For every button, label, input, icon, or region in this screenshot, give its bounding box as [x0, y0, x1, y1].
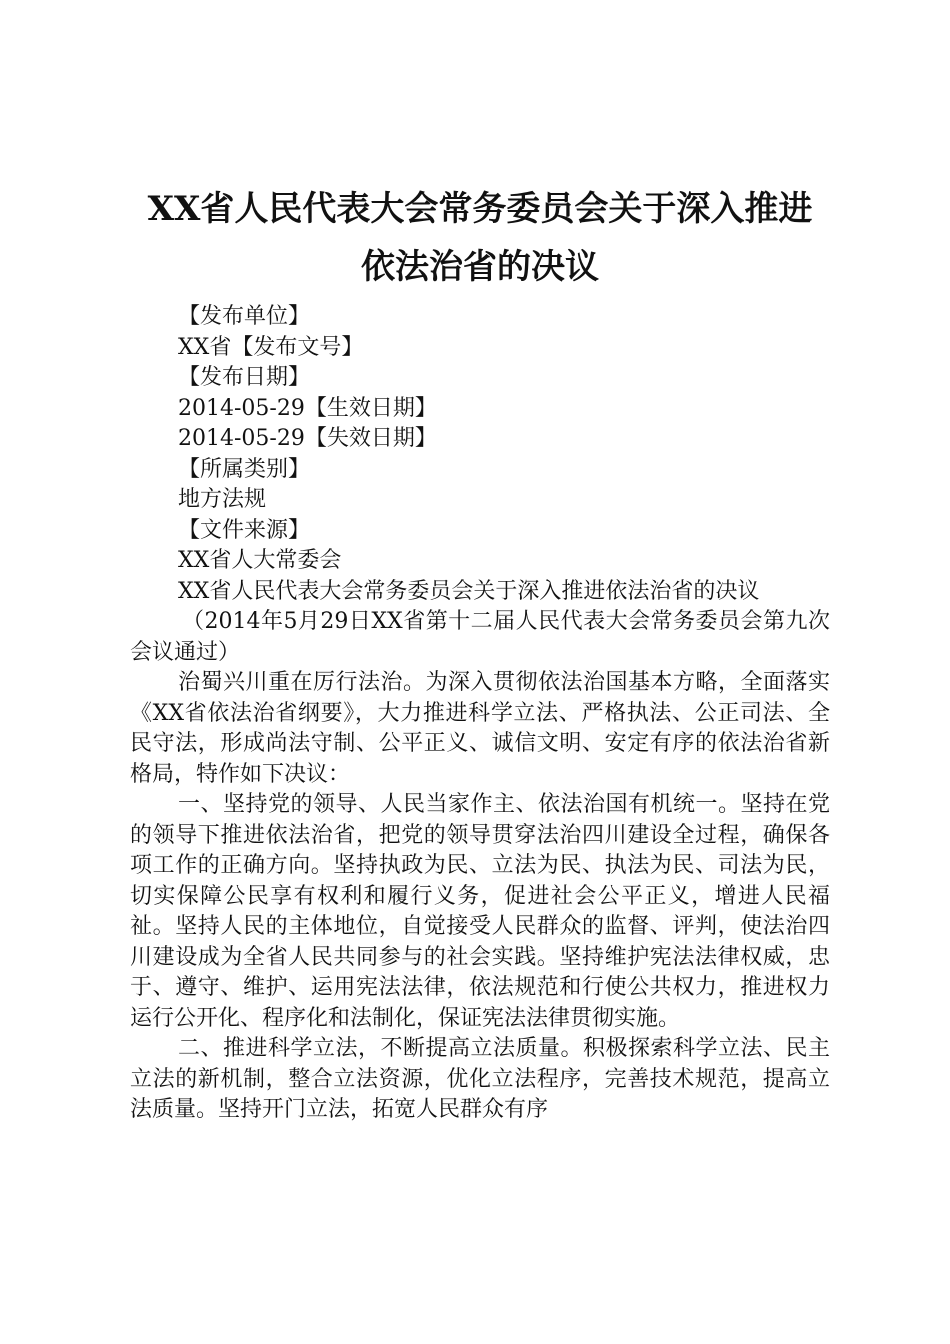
meta-category-label: 【所属类别】 — [178, 456, 311, 482]
meta-source-label: 【文件来源】 — [178, 517, 311, 543]
document-title — [130, 180, 830, 296]
section-two-paragraph: 二、推进科学立法，不断提高立法质量。积极探索科学立法、民主立法的新机制，整合立法资源，优化立法程序，完善技术规范，提高立法质量。坚持开门立法，拓宽人民群众有序 — [130, 1036, 830, 1122]
document-body — [130, 577, 830, 1126]
adoption-note-paragraph: （2014年5月29日XX省第十二届人民代表大会常务委员会第九次会议通过） — [130, 609, 830, 665]
document-metadata — [130, 302, 830, 577]
meta-doc-number-label: XX省【发布文号】 — [178, 334, 364, 360]
title-line-2: 依法治省的决议 — [361, 247, 599, 287]
meta-category-value: 地方法规 — [178, 487, 267, 512]
meta-issuer-label: 【发布单位】 — [178, 304, 311, 329]
meta-effective-date: 2014-05-29【生效日期】 — [178, 395, 437, 421]
section-one-paragraph: 一、坚持党的领导、人民当家作主、依法治国有机统一。坚持在党的领导下推进依法治省，把党的领导贯穿法治四川建设全过程，确保各项工作的正确方向。坚持执政为民、立法为民、执法为民、司法为民，切实保障公民享有权利和履行义务，促进社会公平正义，增进人民福祉。坚持人民的主体地位，自觉接受人民群众的监督、评判，使法治四川建设成为全省人民共同参与的社会实践。坚持维护宪法法律权威，忠于、遵守、维护、运用宪法法律，依法规范和行使公共权力，推进权力运行公开化、程序化和法制化，保证宪法法律贯彻实施。 — [130, 792, 830, 1031]
meta-source-value: XX省人大常委会 — [178, 548, 342, 573]
body-heading-paragraph: XX省人民代表大会常务委员会关于深入推进依法治省的决议 — [178, 578, 760, 604]
meta-expiry-date: 2014-05-29【失效日期】 — [178, 426, 437, 451]
preamble-paragraph: 治蜀兴川重在厉行法治。为深入贯彻依法治国基本方略，全面落实《XX省依法治省纲要》，大力推进科学立法、严格执法、公正司法、全民守法，形成尚法守制、公平正义、诚信文明、安定有序的依法治省新格局，特作如下决议： — [130, 670, 830, 787]
title-line-1: XX省人民代表大会常务委员会关于深入推进 — [147, 189, 813, 229]
document-page — [130, 180, 830, 1126]
meta-issue-date-label: 【发布日期】 — [178, 365, 311, 390]
